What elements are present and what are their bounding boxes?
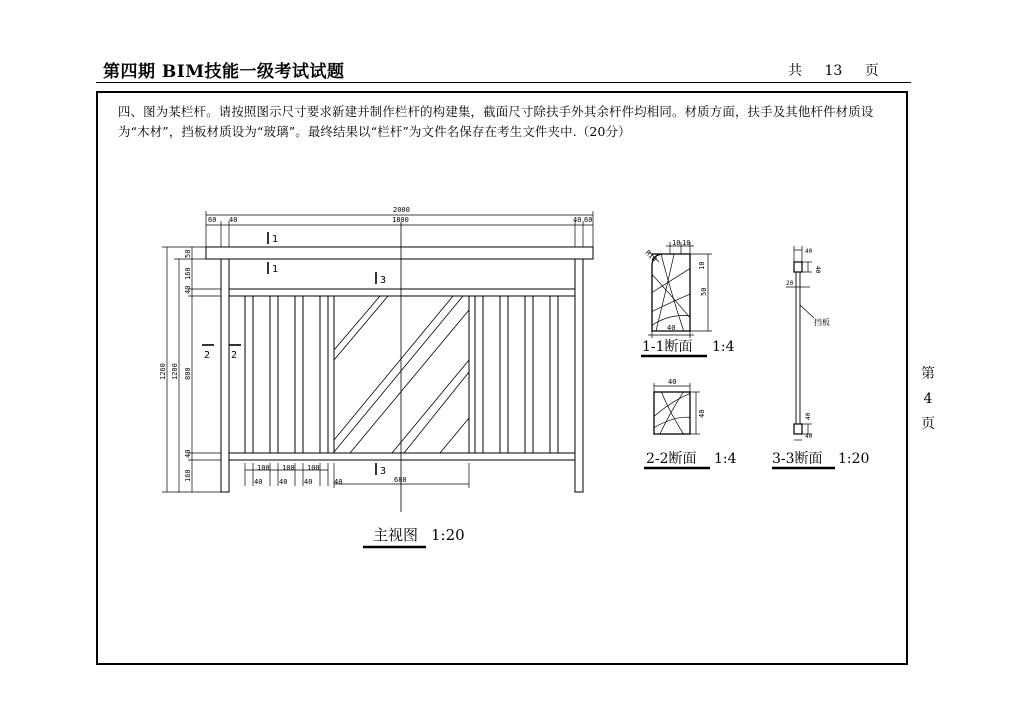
- side-page-char: 4: [923, 391, 933, 407]
- question-text: 四、图为某栏杆。请按照图示尺寸要求新建并制作栏杆的构建集，截面尺寸除扶手外其余杆件均相同。材质方面，扶手及其他杆件材质设为“木材”，挡板材质设为“玻璃”。最终结果以“栏杆”为文件名保存在考生文件夹中.（20分）: [118, 104, 874, 139]
- dim-spacing-2: 100: [282, 464, 295, 472]
- dim-width-4: 40: [334, 478, 343, 486]
- section-mark-3-bottom: 3: [380, 466, 387, 477]
- side-page-char: 页: [921, 416, 935, 432]
- s3-dim-b2: 40: [805, 433, 813, 440]
- section-mark-1-bottom: 1: [272, 264, 279, 275]
- dim-right-a: 40: [573, 216, 582, 224]
- s2-dim-h: 40: [698, 409, 706, 418]
- section-mark-3-top: 3: [380, 275, 387, 286]
- s3-label: 3-3断面: [772, 451, 823, 467]
- dim-glass-width: 680: [394, 476, 407, 484]
- dim-total: 2000: [393, 206, 410, 214]
- s2-label: 2-2断面: [646, 451, 697, 467]
- exam-title: 第四期 BIM技能一级考试试题: [103, 62, 345, 82]
- dim-left-a: 60: [208, 216, 217, 224]
- glass-hatch: [334, 296, 469, 453]
- dim-width-2: 40: [279, 478, 288, 486]
- dim-width-1: 40: [254, 478, 263, 486]
- dim-inner-height: 1200: [171, 363, 179, 380]
- section-3-3: [772, 246, 869, 468]
- section-mark-1-top: 1: [272, 234, 279, 245]
- total-pages-suffix: 页: [864, 63, 879, 79]
- section-1-1: [640, 239, 735, 356]
- dim-left-b: 40: [229, 216, 238, 224]
- top-rail: [229, 289, 575, 296]
- s3-dim-b1: 40: [805, 412, 812, 420]
- s2-scale: 1:4: [714, 451, 737, 467]
- bottom-rail: [229, 453, 575, 460]
- dim-middle: 1800: [392, 216, 409, 224]
- s1-dim-h: 50: [700, 287, 708, 296]
- total-pages-number: 13: [824, 63, 843, 79]
- s3-dim-top2: 40: [814, 266, 821, 274]
- s3-scale: 1:20: [838, 451, 870, 467]
- left-post: [221, 259, 229, 492]
- s3-panel: [796, 272, 800, 424]
- main-view-caption: 主视图: [373, 526, 419, 544]
- s1-dim-c: 10: [698, 261, 706, 270]
- s1-dim-a: 10: [672, 239, 681, 247]
- section-2-2: [644, 378, 737, 468]
- dim-right-b: 60: [584, 216, 593, 224]
- main-view: [159, 206, 593, 547]
- s1-dim-b: 10: [682, 239, 691, 247]
- s1-dim-w: 40: [667, 324, 676, 332]
- section-2-outline: [654, 392, 690, 434]
- s1-dim-r: R10: [643, 248, 659, 264]
- dim-r3: 40: [184, 285, 192, 294]
- section-marks: [202, 232, 376, 475]
- section-mark-2-left: 2: [204, 350, 211, 361]
- glass-panel: [334, 296, 469, 453]
- dim-r1: 50: [184, 249, 192, 258]
- s3-dim-side: 20: [786, 280, 794, 287]
- total-pages-prefix: 共: [788, 63, 802, 79]
- s1-label: 1-1断面: [642, 339, 693, 355]
- s3-bottom-rail: [794, 424, 802, 434]
- left-balusters: [229, 296, 328, 453]
- right-post: [575, 259, 583, 492]
- dim-r2: 160: [184, 267, 192, 280]
- dim-r4: 800: [184, 367, 192, 380]
- dim-overall-height: 1260: [159, 363, 167, 380]
- handrail: [206, 247, 593, 259]
- section-mark-2-right: 2: [231, 350, 238, 361]
- dim-r5: 40: [184, 449, 192, 458]
- s2-dim-w: 40: [668, 378, 677, 386]
- dim-spacing-1: 100: [257, 464, 270, 472]
- side-page-char: 第: [921, 366, 935, 382]
- section-1-outline: [652, 254, 690, 331]
- s3-panel-label: 挡板: [814, 318, 830, 327]
- dim-r6: 160: [184, 469, 192, 482]
- s1-scale: 1:4: [712, 339, 735, 355]
- s3-dim-top1: 40: [805, 248, 813, 255]
- s3-top-rail: [794, 262, 802, 272]
- right-balusters: [475, 296, 558, 453]
- dim-spacing-3: 100: [307, 464, 320, 472]
- main-view-scale: 1:20: [431, 526, 465, 544]
- dim-width-3: 40: [304, 478, 313, 486]
